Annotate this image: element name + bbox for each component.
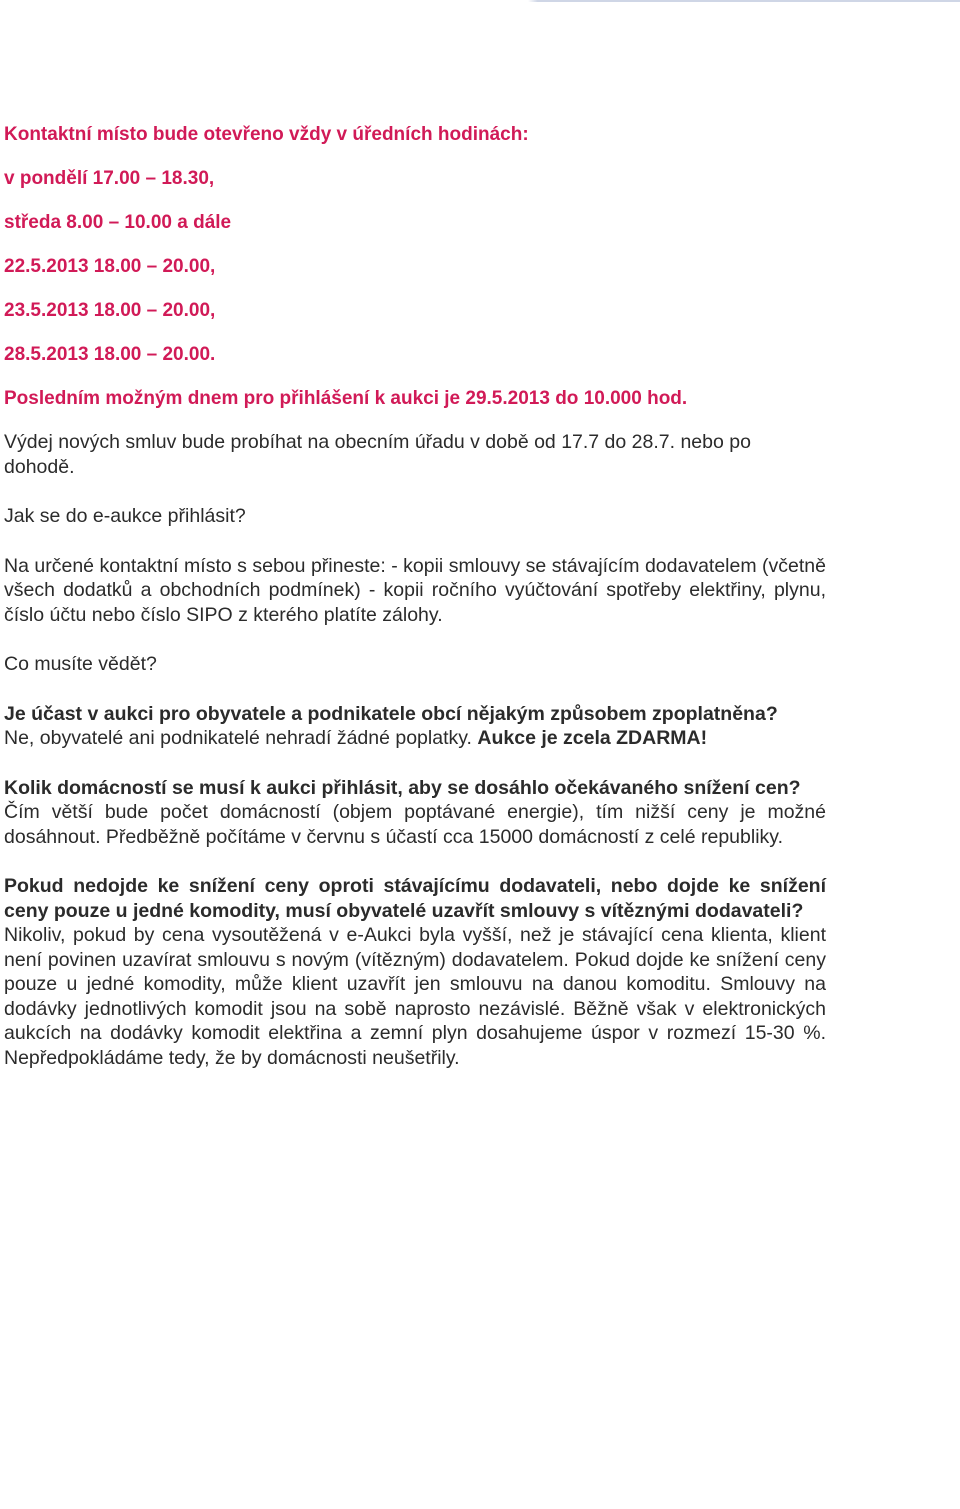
faq-question-2: Kolik domácností se musí k aukci přihlásit, aby se dosáhlo očekávaného snížení cen? — [4, 776, 801, 799]
document-page — [4, 124, 826, 1070]
know-heading: Co musíte vědět? — [4, 653, 157, 675]
faq-answer-1-text: Ne, obyvatelé ani podnikatelé nehradí žádné poplatky. — [4, 727, 472, 749]
howto-answer: Na určené kontaktní místo s sebou přineste: - kopii smlouvy se stávajícím dodavatelem (včetně všech dodatků a obchodních podmínek) - kopii ročního vyúčtování spotřeby elektřiny, plynu, číslo účtu nebo číslo SIPO z kterého platíte zálohy. — [4, 554, 826, 626]
faq-answer-2: Čím větší bude počet domácností (objem poptávané energie), tím nižší ceny je možné dosáhnout. Předběžně počítáme v červnu s účastí cca 15000 domácností z celé republiky. — [4, 801, 826, 848]
scan-top-edge — [0, 0, 960, 2]
registration-deadline: Posledním možným dnem pro přihlášení k aukci je 29.5.2013 do 10.000 hod. — [4, 388, 688, 409]
contracts-info: Výdej nových smluv bude probíhat na obecním úřadu v době od 17.7 do 28.7. nebo po dohodě. — [4, 431, 751, 478]
faq-question-3: Pokud nedojde ke snížení ceny oproti stávajícímu dodavateli, nebo dojde ke snížení ceny pouze u jedné komodity, musí obyvatelé uzavřít smlouvy s vítěznými dodavateli? — [4, 875, 826, 922]
faq-answer-1-emphasis: Aukce je zcela ZDARMA! — [477, 727, 708, 749]
howto-question: Jak se do e-aukce přihlásit? — [4, 505, 246, 527]
faq-question-1: Je účast v aukci pro obyvatele a podnikatele obcí nějakým způsobem zpoplatněna? — [4, 702, 778, 725]
hours-line-wednesday: středa 8.00 – 10.00 a dále — [4, 212, 232, 233]
hours-line-monday: v pondělí 17.00 – 18.30, — [4, 168, 215, 189]
hours-line-date-1: 22.5.2013 18.00 – 20.00, — [4, 256, 216, 277]
faq-answer-1 — [4, 726, 826, 751]
hours-line-date-2: 23.5.2013 18.00 – 20.00, — [4, 300, 216, 321]
faq-answer-3: Nikoliv, pokud by cena vysoutěžená v e-Aukci byla vyšší, než je stávající cena klienta, klient není povinen uzavírat smlouvu s novým (vítězným) dodavatelem. Pokud dojde ke snížení ceny pouze u jedné komodity, může klient uzavřít jen smlouvu na danou komoditu. Smlouvy na dodávky jednotlivých komodit jsou na sobě naprosto nezávislé. Běžně však v elektronických aukcích na dodávky komodit elektřina a zemní plyn dosahujeme úspor v rozmezí 15-30 %. Nepředpokládáme tedy, že by domácnosti neušetřily. — [4, 924, 826, 1069]
office-hours-heading: Kontaktní místo bude otevřeno vždy v úředních hodinách: — [4, 124, 529, 145]
hours-line-date-3: 28.5.2013 18.00 – 20.00. — [4, 344, 216, 365]
